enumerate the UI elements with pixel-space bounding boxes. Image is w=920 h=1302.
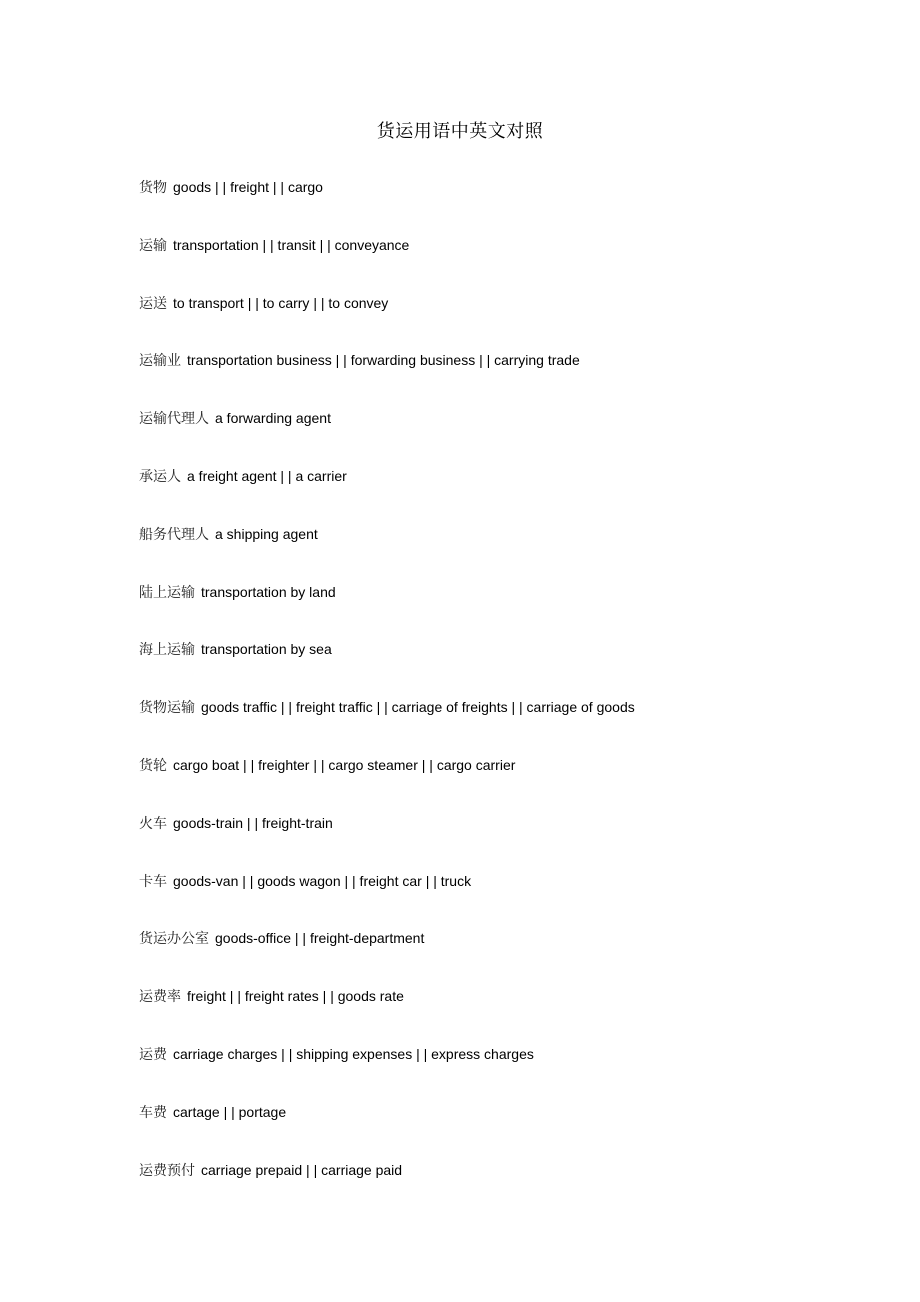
chinese-term: 货轮 — [139, 757, 167, 774]
glossary-entry — [139, 927, 859, 985]
glossary-entry — [139, 407, 859, 465]
glossary-entry — [139, 870, 859, 928]
glossary-entry — [139, 754, 859, 812]
english-terms: transportation by land — [201, 583, 336, 600]
glossary-entry — [139, 638, 859, 696]
glossary-entry — [139, 1101, 859, 1159]
chinese-term: 卡车 — [139, 873, 167, 890]
page-title: 货运用语中英文对照 — [376, 121, 544, 142]
english-terms: to transport | | to carry | | to convey — [173, 294, 389, 311]
english-terms: transportation by sea — [201, 641, 332, 658]
english-terms: a freight agent | | a carrier — [187, 467, 347, 484]
english-terms: transportation business | | forwarding business | | carrying trade — [187, 352, 580, 369]
glossary-entry — [139, 234, 859, 292]
chinese-term: 陆上运输 — [139, 584, 195, 601]
glossary-entry — [139, 292, 859, 350]
chinese-term: 货物运输 — [139, 700, 195, 717]
english-terms: goods-office | | freight-department — [215, 930, 425, 947]
english-terms: transportation | | transit | | conveyance — [173, 236, 410, 253]
english-terms: goods traffic | | freight traffic | | carriage of freights | | carriage of goods — [201, 699, 635, 716]
chinese-term: 运费预付 — [139, 1162, 195, 1179]
chinese-term: 运费 — [139, 1046, 167, 1063]
chinese-term: 运输 — [139, 237, 167, 254]
english-terms: a shipping agent — [215, 525, 318, 542]
glossary-list — [139, 176, 859, 1216]
chinese-term: 货物 — [139, 180, 167, 196]
chinese-term: 船务代理人 — [139, 526, 209, 543]
glossary-entry — [139, 1043, 859, 1101]
chinese-term: 运费率 — [139, 989, 181, 1006]
glossary-entry — [139, 985, 859, 1043]
chinese-term: 海上运输 — [139, 642, 195, 659]
glossary-entry — [139, 176, 859, 234]
glossary-entry — [139, 581, 859, 639]
glossary-entry — [139, 523, 859, 581]
glossary-entry — [139, 349, 859, 407]
chinese-term: 运送 — [139, 295, 167, 312]
glossary-entry — [139, 1159, 859, 1217]
chinese-term: 运输代理人 — [139, 411, 209, 428]
english-terms: goods | | freight | | cargo — [173, 179, 323, 195]
chinese-term: 承运人 — [139, 468, 181, 485]
english-terms: a forwarding agent — [215, 410, 331, 427]
chinese-term: 火车 — [139, 815, 167, 832]
glossary-entry — [139, 696, 859, 754]
english-terms: goods-train | | freight-train — [173, 814, 333, 831]
chinese-term: 运输业 — [139, 353, 181, 370]
english-terms: freight | | freight rates | | goods rate — [187, 988, 404, 1005]
glossary-entry — [139, 812, 859, 870]
english-terms: cargo boat | | freighter | | cargo steamer | | cargo carrier — [173, 756, 516, 773]
chinese-term: 车费 — [139, 1104, 167, 1121]
english-terms: cartage | | portage — [173, 1103, 287, 1120]
english-terms: carriage charges | | shipping expenses | | express charges — [173, 1045, 534, 1062]
glossary-entry — [139, 465, 859, 523]
chinese-term: 货运办公室 — [139, 931, 209, 948]
english-terms: carriage prepaid | | carriage paid — [201, 1161, 403, 1178]
english-terms: goods-van | | goods wagon | | freight car | | truck — [173, 872, 472, 889]
